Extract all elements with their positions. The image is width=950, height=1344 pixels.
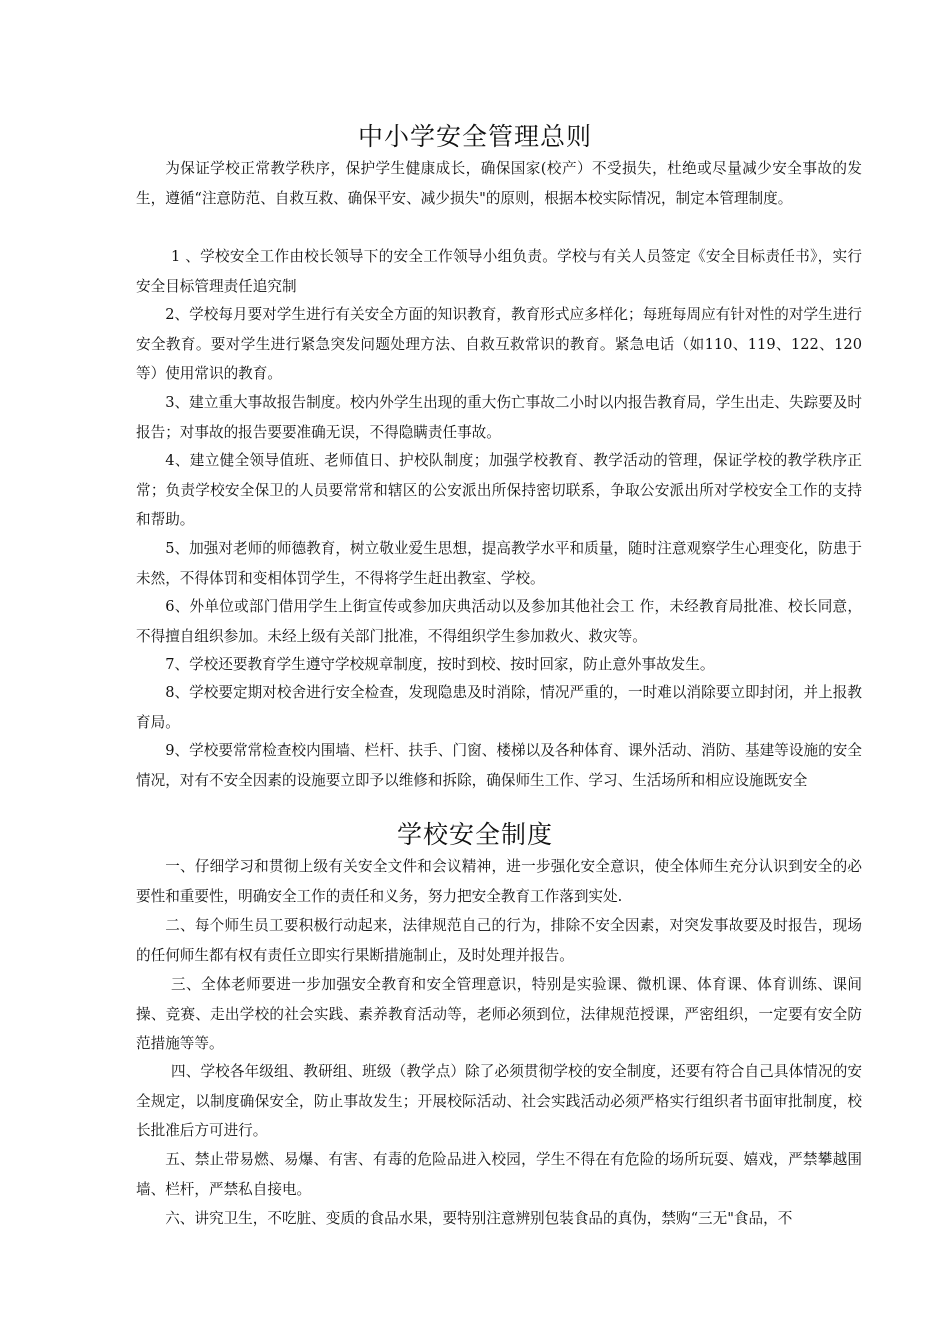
rule-item: 五、禁止带易燃、易爆、有害、有毒的危险品进入校园，学生不得在有危险的场所玩耍、嬉戏，严禁攀越围墙、栏杆，严禁私自接电。 [136, 1151, 862, 1198]
rule-item: 4、建立健全领导值班、老师值日、护校队制度；加强学校教育、教学活动的管理，保证学校的教学秩序正常；负责学校安全保卫的人员要常常和辖区的公安派出所保持密切联系，争取公安派出所对学校安全工作的支持和帮助。 [136, 452, 862, 529]
section-title: 学校安全制度 [396, 820, 553, 849]
rule-item: 四、学校各年级组、教研组、班级（教学点）除了必须贯彻学校的安全制度，还要有符合自己具体情况的安全规定，以制度确保安全，防止事故发生；开展校际活动、社会实践活动必须严格实行组织者书面审批制度，校长批准后方可进行。 [136, 1063, 862, 1140]
rule-item: 1 、学校安全工作由校长领导下的安全工作领导小组负责。学校与有关人员签定《安全目标责任书》，实行安全目标管理责任追究制 [136, 248, 862, 295]
rule-item: 9、学校要常常检查校内围墙、栏杆、扶手、门窗、楼梯以及各种体育、课外活动、消防、基建等设施的安全情况，对有不安全因素的设施要立即予以维修和拆除，确保师生工作、学习、生活场所和相应设施既安全 [136, 742, 862, 789]
rule-item: 6、外单位或部门借用学生上街宣传或参加庆典活动以及参加其他社会工 作，未经教育局批准、校长同意，不得擅自组织参加。未经上级有关部门批准，不得组织学生参加救火、救灾等。 [136, 598, 862, 645]
intro-paragraph: 为保证学校正常教学秩序，保护学生健康成长，确保国家(校产）不受损失，杜绝或尽量减少安全事故的发生，遵循“注意防范、自救互救、确保平安、减少损失"的原则，根据本校实际情况，制定本管理制度。 [136, 160, 862, 207]
rule-item: 3、建立重大事故报告制度。校内外学生出现的重大伤亡事故二小时以内报告教育局，学生出走、失踪要及时报告；对事故的报告要要准确无误，不得隐瞒责任事故。 [136, 394, 862, 441]
rule-item: 2、学校每月要对学生进行有关安全方面的知识教育，教育形式应多样化；每班每周应有针对性的对学生进行安全教育。要对学生进行紧急突发问题处理方法、自救互救常识的教育。紧急电话（如110、119、122、120等）使用常识的教育。 [136, 306, 862, 383]
rule-item: 二、每个师生员工要积极行动起来，法律规范自己的行为，排除不安全因素，对突发事故要及时报告，现场的任何师生都有权有责任立即实行果断措施制止，及时处理并报告。 [136, 917, 862, 964]
rule-item: 8、学校要定期对校舍进行安全检查，发现隐患及时消除，情况严重的，一时难以消除要立即封闭，并上报教育局。 [136, 684, 862, 731]
rule-item: 7、学校还要教育学生遵守学校规章制度，按时到校、按时回家，防止意外事故发生。 [165, 656, 715, 673]
rule-item: 三、全体老师要进一步加强安全教育和安全管理意识，特别是实验课、微机课、体育课、体育训练、课间操、竞赛、走出学校的社会实践、素养教育活动等，老师必须到位，法律规范授课，严密组织，一定要有安全防范措施等等。 [136, 976, 862, 1053]
rule-item: 六、讲究卫生，不吃脏、变质的食品水果，要特别注意辨别包装食品的真伪，禁购“三无"食品，不 [165, 1210, 793, 1227]
rule-item: 一、仔细学习和贯彻上级有关安全文件和会议精神，进一步强化安全意识，使全体师生充分认识到安全的必要性和重要性，明确安全工作的责任和义务，努力把安全教育工作落到实处. [136, 858, 862, 905]
main-title: 中小学安全管理总则 [357, 122, 592, 151]
rule-item: 5、加强对老师的师德教育，树立敬业爱生思想，提高教学水平和质量，随时注意观察学生心理变化，防患于未然，不得体罚和变相体罚学生，不得将学生赶出教室、学校。 [136, 540, 862, 587]
